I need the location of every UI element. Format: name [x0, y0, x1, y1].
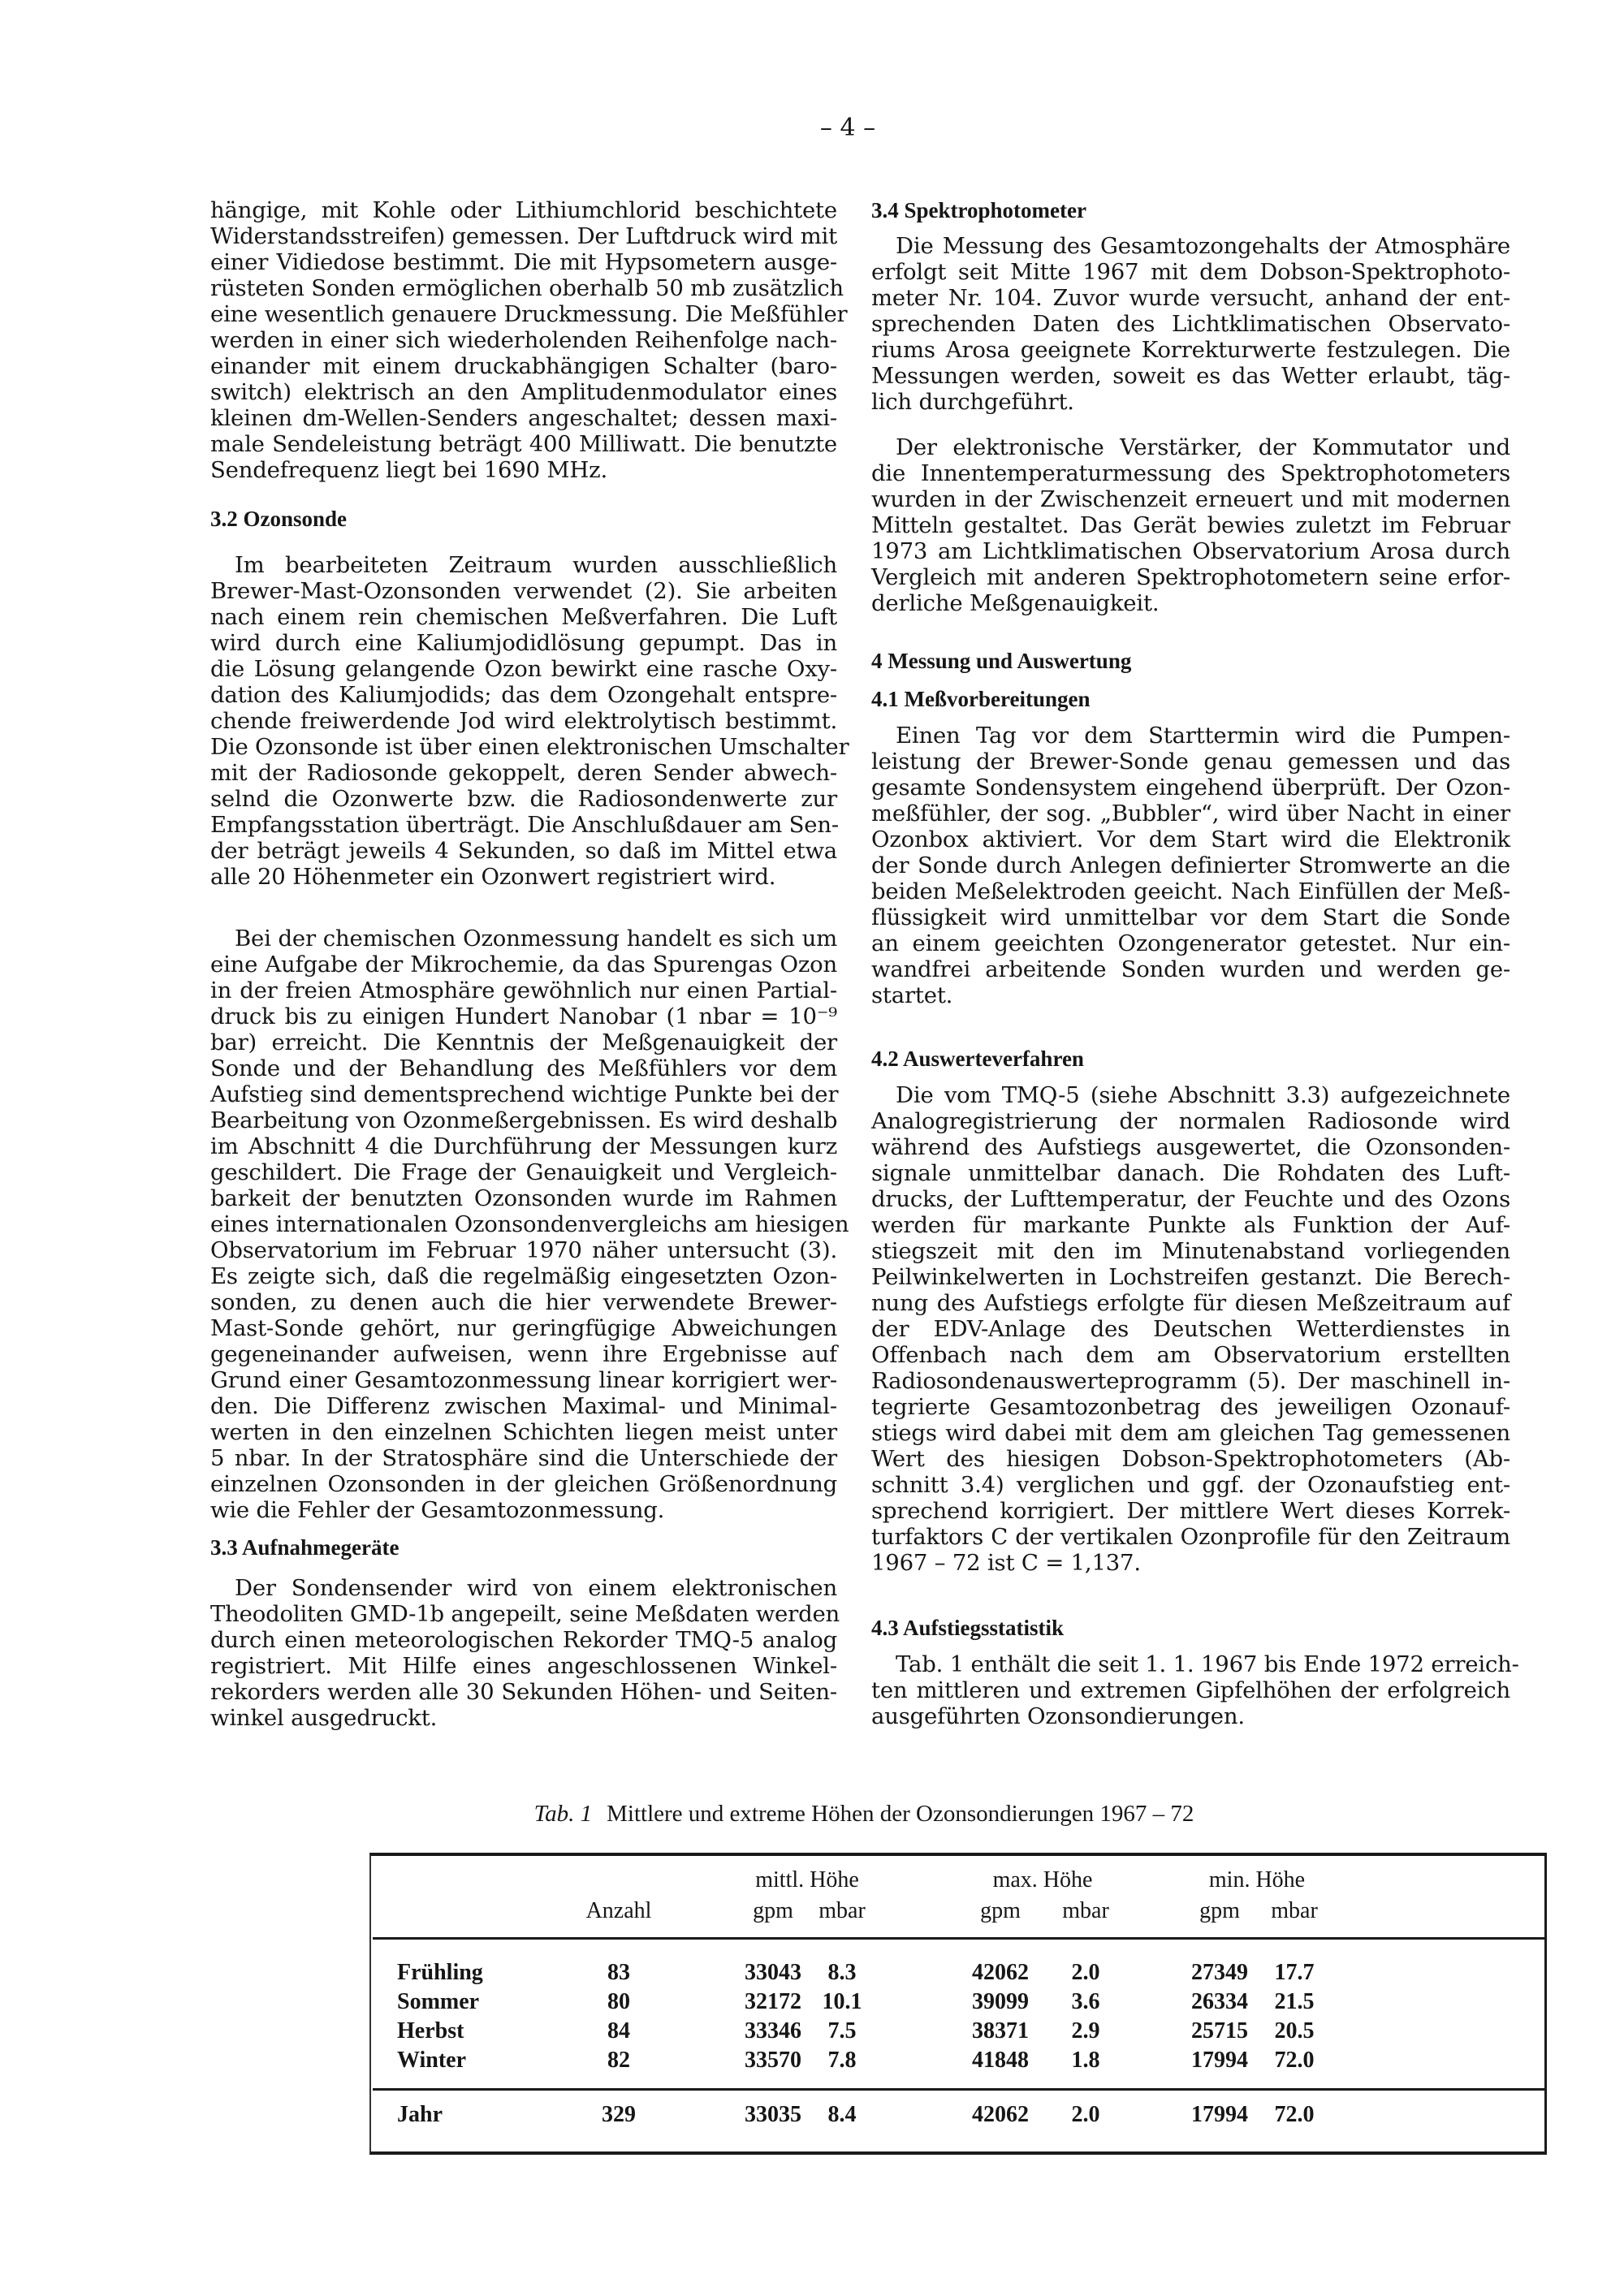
text-line: beiden Meßelektroden geeicht. Nach Einfüllen der Meß- — [871, 878, 1510, 904]
column-header: mbar — [1271, 1898, 1318, 1923]
table-cell: 82 — [607, 2048, 630, 2073]
text-line: Der Sondensender wird von einem elektronischen — [235, 1575, 837, 1601]
row-label: Herbst — [397, 2018, 464, 2044]
text-line: nach einem rein chemischen Meßverfahren. Die Luft — [210, 604, 837, 630]
table-cell: 27349 — [1191, 1960, 1248, 1985]
text-line: erfolgt seit Mitte 1967 mit dem Dobson-Spektrophoto- — [871, 259, 1510, 285]
text-line: schnitt 3.4) verglichen und ggf. der Ozonaufstieg ent- — [871, 1472, 1510, 1498]
text-line: gegeneinander aufweisen, wenn ihre Ergebnisse auf — [210, 1341, 837, 1367]
section-heading: 3.3 Aufnahmegeräte — [210, 1535, 400, 1560]
text-line: die Lösung gelangende Ozon bewirkt eine rasche Oxy- — [210, 656, 837, 682]
text-line: Empfangsstation überträgt. Die Anschlußdauer am Sen- — [210, 812, 839, 838]
text-line: eines internationalen Ozonsondenvergleichs am hiesigen — [210, 1211, 849, 1237]
text-line: ausgeführten Ozonsondierungen. — [871, 1703, 1245, 1729]
table-cell: 33043 — [745, 1960, 801, 1985]
table-cell: 83 — [607, 1960, 630, 1985]
text-line: derliche Meßgenauigkeit. — [871, 590, 1160, 616]
text-line: wie die Fehler der Gesamtozonmessung. — [210, 1497, 665, 1523]
text-line: startet. — [871, 982, 953, 1008]
text-line: während des Aufstiegs ausgewertet, die Ozonsonden- — [871, 1134, 1510, 1160]
text-line: Wert des hiesigen Dobson-Spektrophotometers (Ab- — [871, 1446, 1510, 1472]
table-cell: 33346 — [745, 2018, 801, 2044]
text-line: tegrierte Gesamtozonbetrag des jeweiligen Ozonauf- — [871, 1394, 1510, 1420]
table-cell: 39099 — [972, 1989, 1029, 2014]
text-line: Aufstieg sind dementsprechend wichtige Punkte bei der — [210, 1081, 839, 1107]
text-line: flüssigkeit wird unmittelbar vor dem Start die Sonde — [871, 904, 1510, 930]
table-cell: 20.5 — [1274, 2018, 1315, 2044]
text-line: Der elektronische Verstärker, der Kommutator und — [896, 434, 1510, 460]
text-line: winkel ausgedruckt. — [210, 1705, 438, 1731]
column-header: gpm — [1199, 1898, 1240, 1923]
text-line: Widerstandsstreifen) gemessen. Der Luftdruck wird mit — [210, 223, 837, 249]
table-cell: 1.8 — [1071, 2048, 1100, 2073]
text-line: meter Nr. 104. Zuvor wurde versucht, anhand der ent- — [871, 285, 1510, 311]
text-line: Analogregistrierung der normalen Radiosonde wird — [871, 1108, 1510, 1134]
text-line: die Innentemperaturmessung des Spektrophotometers — [871, 460, 1510, 486]
text-line: geschildert. Die Frage der Genauigkeit und Vergleich- — [210, 1159, 837, 1185]
table-cell: 80 — [607, 1989, 630, 2014]
paragraph — [871, 723, 1510, 1008]
table-caption-text: Mittlere und extreme Höhen der Ozonsondierungen 1967 – 72 — [607, 1801, 1194, 1827]
text-line: Die Messung des Gesamtozongehalts der Atmosphäre — [896, 233, 1510, 259]
table-cell: 38371 — [972, 2018, 1029, 2044]
text-line: Offenbach nach dem am Observatorium erstellten — [871, 1342, 1510, 1368]
table-cell: 2.0 — [1071, 1960, 1100, 1985]
paragraph — [871, 1651, 1519, 1729]
section-heading: 4.3 Aufstiegsstatistik — [871, 1616, 1065, 1640]
column-header: gpm — [980, 1898, 1021, 1923]
text-line: leistung der Brewer-Sonde genau gemessen und das — [871, 749, 1510, 775]
row-label: Winter — [397, 2048, 467, 2073]
text-line: der EDV-Anlage des Deutschen Wetterdienstes in — [871, 1316, 1510, 1342]
total-cell: 8.4 — [827, 2102, 857, 2127]
text-line: einer Vidiedose bestimmt. Die mit Hypsometern ausge- — [210, 249, 837, 275]
text-line: wird durch eine Kaliumjodidlösung gepumpt. Das in — [210, 630, 837, 656]
text-line: ten mittleren und extremen Gipfelhöhen der erfolgreich — [871, 1677, 1510, 1703]
text-line: Peilwinkelwerten in Lochstreifen gestanzt. Die Berech- — [871, 1264, 1510, 1290]
text-line: signale unmittelbar danach. Die Rohdaten des Luft- — [871, 1160, 1510, 1186]
text-line: mit der Radiosonde gekoppelt, deren Sender abwech- — [210, 760, 837, 786]
table-cell: 17994 — [1191, 2048, 1248, 2073]
total-row-label: Jahr — [397, 2102, 443, 2127]
text-line: bar) erreicht. Die Kenntnis der Meßgenauigkeit der — [210, 1029, 837, 1055]
page-number: – 4 – — [819, 114, 876, 142]
text-line: im Abschnitt 4 die Durchführung der Messungen kurz — [210, 1133, 837, 1159]
column-header: Anzahl — [585, 1898, 652, 1923]
section-heading: 4.2 Auswerteverfahren — [871, 1047, 1084, 1071]
text-line: einander mit einem druckabhängigen Schalter (baro- — [210, 353, 837, 379]
table-cell: 10.1 — [822, 1989, 862, 2014]
table-cell: 84 — [607, 2018, 630, 2044]
table-cell: 2.9 — [1071, 2018, 1100, 2044]
column-group-header: mittl. Höhe — [755, 1867, 859, 1892]
text-line: alle 20 Höhenmeter ein Ozonwert registriert wird. — [210, 864, 776, 890]
text-line: meßfühler, der sog. „Bubbler“, wird über Nacht in einer — [871, 801, 1510, 826]
table-cell: 21.5 — [1274, 1989, 1315, 2014]
text-line: Sonde und der Behandlung des Meßfühlers vor dem — [210, 1055, 837, 1081]
row-label: Sommer — [397, 1989, 480, 2014]
text-line: drucks, der Lufttemperatur, der Feuchte und des Ozons — [871, 1186, 1510, 1212]
paragraph — [871, 434, 1510, 616]
text-line: werden für markante Punkte als Funktion der Auf- — [871, 1212, 1510, 1238]
table-cell: 26334 — [1191, 1989, 1248, 2014]
text-line: selnd die Ozonwerte bzw. die Radiosondenwerte zur — [210, 786, 837, 812]
column-header: gpm — [753, 1898, 793, 1923]
text-line: 1967 – 72 ist C = 1,137. — [871, 1550, 1141, 1576]
text-line: Observatorium im Februar 1970 näher untersucht (3). — [210, 1237, 837, 1263]
table-cell: 8.3 — [827, 1960, 857, 1985]
table-cell: 7.5 — [827, 2018, 857, 2044]
total-cell: 42062 — [972, 2102, 1029, 2127]
section-heading: 4 Messung und Auswertung — [871, 649, 1132, 673]
paragraph — [210, 926, 849, 1523]
text-line: turfaktors C der vertikalen Ozonprofile für den Zeitraum — [871, 1524, 1510, 1550]
total-cell: 72.0 — [1274, 2102, 1315, 2127]
text-line: wurden in der Zwischenzeit erneuert und mit modernen — [871, 486, 1510, 512]
text-line: sprechenden Daten des Lichtklimatischen Observato- — [871, 311, 1510, 337]
table-cell: 17.7 — [1274, 1960, 1315, 1985]
text-line: stiegs wird dabei mit dem am gleichen Tag gemessenen — [871, 1420, 1510, 1446]
statistics-table — [369, 1853, 1547, 2155]
text-line: Bei der chemischen Ozonmessung handelt es sich um — [235, 926, 837, 952]
text-line: switch) elektrisch an den Amplitudenmodulator eines — [210, 379, 837, 405]
column-header: mbar — [1062, 1898, 1109, 1923]
text-line: Einen Tag vor dem Starttermin wird die Pumpen- — [896, 723, 1510, 749]
text-line: kleinen dm-Wellen-Senders angeschaltet; dessen maxi- — [210, 405, 837, 431]
text-line: Ozonbox aktiviert. Vor dem Start wird die Elektronik — [871, 826, 1510, 852]
text-line: riums Arosa geeignete Korrekturwerte festzulegen. Die — [871, 337, 1510, 363]
text-line: in der freien Atmosphäre gewöhnlich nur einen Partial- — [210, 978, 837, 1003]
text-line: rekorders werden alle 30 Sekunden Höhen- und Seiten- — [210, 1679, 837, 1705]
text-line: Die vom TMQ-5 (siehe Abschnitt 3.3) aufgezeichnete — [896, 1082, 1510, 1108]
text-line: sprechend korrigiert. Der mittlere Wert dieses Korrek- — [871, 1498, 1510, 1524]
column-group-header: min. Höhe — [1208, 1867, 1306, 1892]
table-cell: 7.8 — [827, 2048, 857, 2073]
row-label: Frühling — [397, 1960, 483, 1985]
total-cell: 329 — [602, 2102, 636, 2127]
paragraph — [210, 1575, 840, 1731]
text-line: rüsteten Sonden ermöglichen oberhalb 50 mb zusätzlich — [210, 275, 844, 301]
text-line: den. Die Differenz zwischen Maximal- und Minimal- — [210, 1393, 837, 1419]
text-line: dation des Kaliumjodids; das dem Ozongehalt entspre- — [210, 682, 837, 708]
total-rule — [373, 2088, 1544, 2091]
text-line: Es zeigte sich, daß die regelmäßig eingesetzten Ozon- — [210, 1263, 837, 1289]
text-line: 1973 am Lichtklimatischen Observatorium Arosa durch — [871, 538, 1510, 564]
text-line: Die Ozonsonde ist über einen elektronischen Umschalter — [210, 734, 849, 760]
text-line: eine wesentlich genauere Druckmessung. Die Meßfühler — [210, 301, 848, 327]
text-line: Messungen werden, soweit es das Wetter erlaubt, täg- — [871, 363, 1510, 389]
text-line: sonden, zu denen auch die hier verwendete Brewer- — [210, 1289, 837, 1315]
total-cell: 17994 — [1191, 2102, 1248, 2127]
text-line: eine Aufgabe der Mikrochemie, da das Spurengas Ozon — [210, 952, 837, 978]
text-line: werten in den einzelnen Schichten liegen meist unter — [210, 1419, 837, 1445]
paragraph — [210, 197, 848, 483]
text-line: Mast-Sonde gehört, nur geringfügige Abweichungen — [210, 1315, 837, 1341]
text-line: Mitteln gestaltet. Das Gerät bewies zuletzt im Februar — [871, 512, 1510, 538]
total-cell: 33035 — [745, 2102, 801, 2127]
text-line: Vergleich mit anderen Spektrophotometern seine erfor- — [871, 564, 1510, 590]
text-line: Radiosondenauswerteprogramm (5). Der maschinell in- — [871, 1368, 1510, 1394]
column-header: mbar — [818, 1898, 866, 1923]
text-line: male Sendeleistung beträgt 400 Milliwatt. Die benutzte — [210, 431, 837, 457]
paragraph — [871, 233, 1510, 415]
table-cell: 72.0 — [1274, 2048, 1315, 2073]
text-line: durch einen meteorologischen Rekorder TMQ-5 analog — [210, 1627, 837, 1653]
text-line: nung des Aufstiegs erfolgte für diesen Meßzeitraum auf — [871, 1290, 1510, 1316]
text-line: stiegszeit mit den im Minutenabstand vorliegenden — [871, 1238, 1510, 1264]
text-line: einzelnen Ozonsonden in der gleichen Größenordnung — [210, 1471, 837, 1497]
text-line: wandfrei arbeitende Sonden wurden und werden ge- — [871, 956, 1510, 982]
section-heading: 3.4 Spektrophotometer — [871, 198, 1086, 222]
text-line: barkeit der benutzten Ozonsonden wurde im Rahmen — [210, 1185, 837, 1211]
text-line: an einem geeichten Ozongenerator getestet. Nur ein- — [871, 930, 1510, 956]
text-line: 5 nbar. In der Stratosphäre sind die Unterschiede der — [210, 1445, 837, 1471]
column-group-header: max. Höhe — [992, 1867, 1093, 1892]
text-line: Grund einer Gesamtozonmessung linear korrigiert wer- — [210, 1367, 837, 1393]
text-line: Tab. 1 enthält die seit 1. 1. 1967 bis Ende 1972 erreich- — [896, 1651, 1519, 1677]
table-cell: 42062 — [972, 1960, 1029, 1985]
table-cell: 3.6 — [1071, 1989, 1100, 2014]
text-line: werden in einer sich wiederholenden Reihenfolge nach- — [210, 327, 837, 353]
text-line: lich durchgeführt. — [871, 389, 1074, 415]
text-line: Theodoliten GMD-1b angepeilt, seine Meßdaten werden — [210, 1601, 840, 1627]
text-line: chende freiwerdende Jod wird elektrolytisch bestimmt. — [210, 708, 837, 734]
table-cell: 32172 — [745, 1989, 801, 2014]
section-heading: 4.1 Meßvorbereitungen — [871, 687, 1091, 711]
table-cell: 25715 — [1191, 2018, 1248, 2044]
table-label: Tab. 1 — [533, 1801, 593, 1827]
header-rule — [373, 1937, 1544, 1940]
table-caption — [0, 1801, 1624, 1828]
paragraph — [871, 1082, 1510, 1576]
text-line: druck bis zu einigen Hundert Nanobar (1 nbar = 10⁻⁹ — [210, 1003, 837, 1029]
text-line: Sendefrequenz liegt bei 1690 MHz. — [210, 457, 608, 483]
text-line: Bearbeitung von Ozonmeßergebnissen. Es wird deshalb — [210, 1107, 838, 1133]
text-line: gesamte Sondensystem eingehend überprüft. Der Ozon- — [871, 775, 1510, 801]
table-cell: 41848 — [972, 2048, 1029, 2073]
text-line: der beträgt jeweils 4 Sekunden, so daß im Mittel etwa — [210, 838, 837, 864]
text-line: hängige, mit Kohle oder Lithiumchlorid beschichtete — [210, 197, 837, 223]
text-line: Brewer-Mast-Ozonsonden verwendet (2). Sie arbeiten — [210, 578, 837, 604]
text-line: registriert. Mit Hilfe eines angeschlossenen Winkel- — [210, 1653, 837, 1679]
text-line: der Sonde durch Anlegen definierter Stromwerte an die — [871, 852, 1510, 878]
total-cell: 2.0 — [1071, 2102, 1100, 2127]
text-line: Im bearbeiteten Zeitraum wurden ausschließlich — [235, 552, 837, 578]
paragraph — [210, 552, 849, 890]
table-cell: 33570 — [745, 2048, 801, 2073]
section-heading: 3.2 Ozonsonde — [210, 507, 348, 531]
